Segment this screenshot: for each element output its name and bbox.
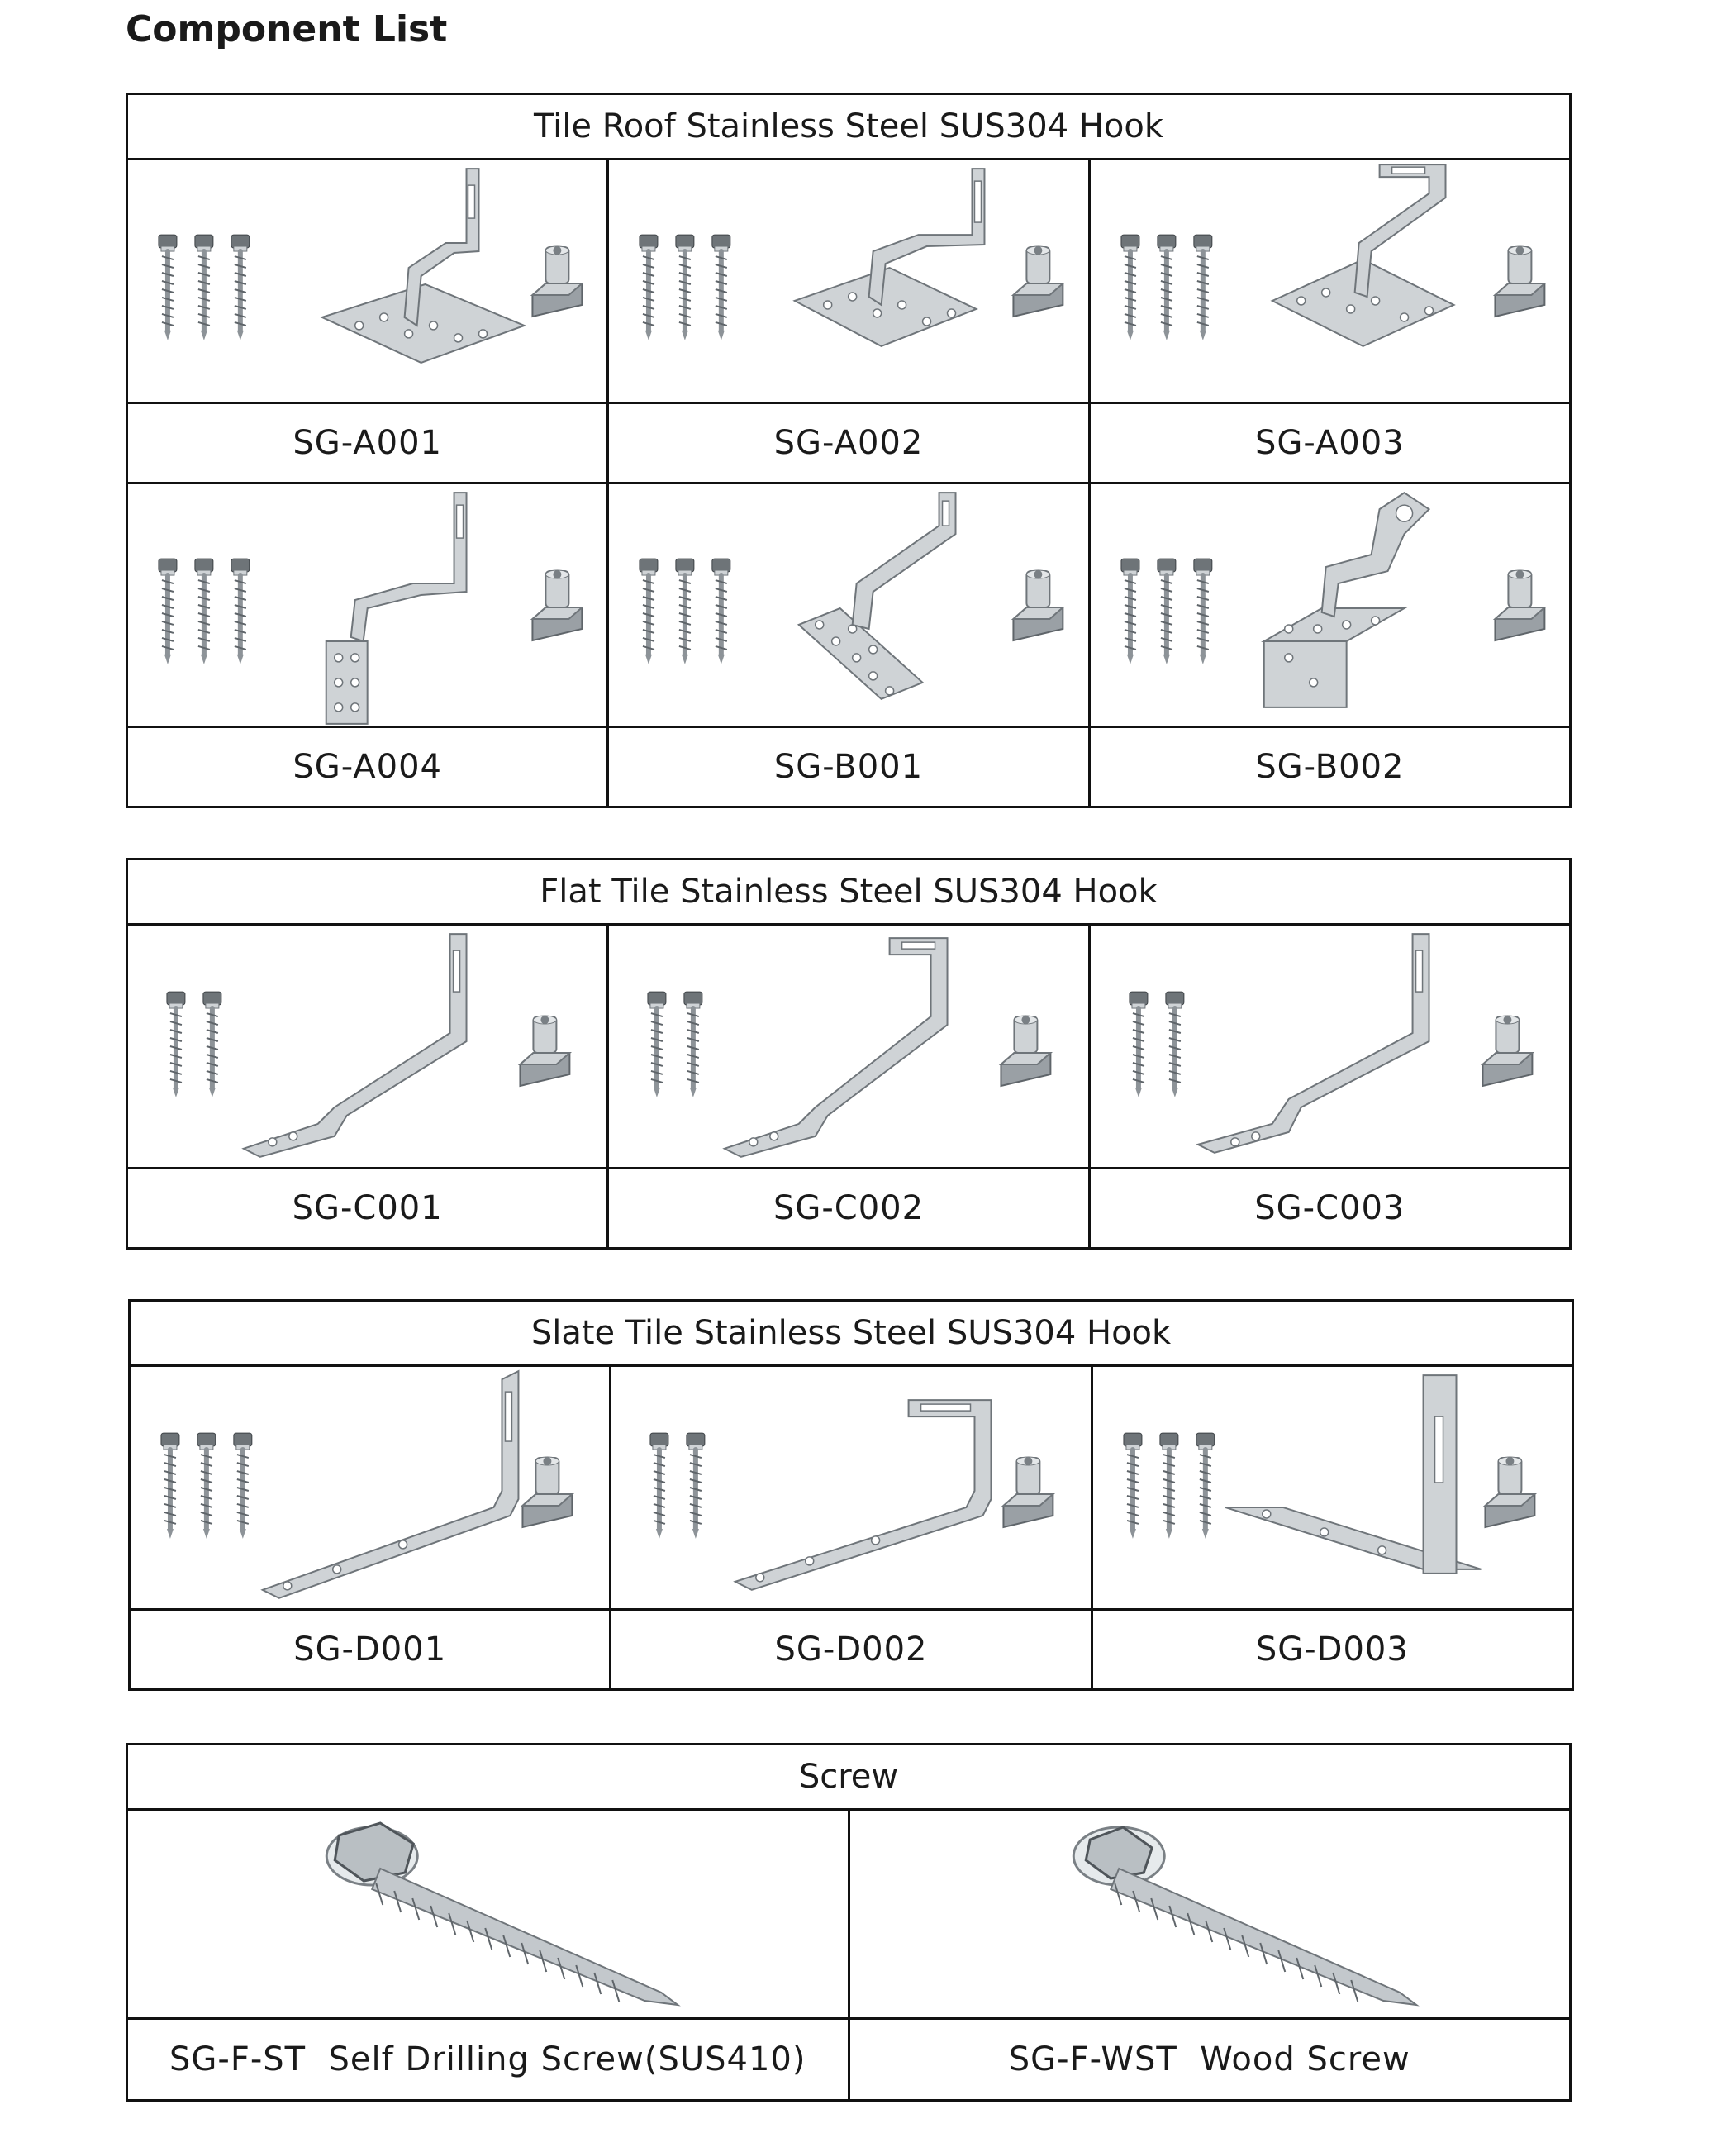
screw-icon xyxy=(684,992,702,1097)
screw-icon xyxy=(687,1433,705,1539)
product-image-sg-a004 xyxy=(127,483,608,727)
screw-icon xyxy=(1160,1433,1178,1539)
product-image-sg-a003 xyxy=(1089,159,1570,403)
screw-icon xyxy=(1130,992,1148,1097)
hook-bracket-icon xyxy=(1091,926,1569,1167)
screw-icon xyxy=(234,1433,252,1539)
t-bolt-icon xyxy=(522,1457,572,1527)
product-code: SG-D003 xyxy=(1092,1610,1572,1690)
product-code: SG-A001 xyxy=(127,403,608,483)
hook-bracket-icon xyxy=(1093,1367,1572,1608)
screw-icon xyxy=(231,559,250,664)
t-bolt-icon xyxy=(520,1016,569,1086)
screw-icon xyxy=(850,1811,1570,2017)
screw-icon xyxy=(640,559,658,664)
product-code: SG-C002 xyxy=(608,1169,1089,1249)
screw-icon xyxy=(712,559,730,664)
product-image-sg-a002 xyxy=(608,159,1089,403)
hook-bracket-icon xyxy=(1091,484,1569,726)
product-image-wood-screw xyxy=(849,1810,1571,2019)
screw-icon xyxy=(1158,235,1176,340)
product-description: Self Drilling Screw(SUS410) xyxy=(328,2040,806,2078)
hook-bracket-icon xyxy=(1091,160,1569,402)
product-code: SG-A003 xyxy=(1089,403,1570,483)
screw-icon xyxy=(1194,235,1212,340)
hook-bracket-icon xyxy=(609,160,1087,402)
t-bolt-icon xyxy=(1495,246,1544,317)
section-title: Tile Roof Stainless Steel SUS304 Hook xyxy=(127,94,1571,159)
t-bolt-icon xyxy=(1004,1457,1053,1527)
product-image-sg-c003 xyxy=(1089,925,1570,1169)
screw-icon xyxy=(128,1811,848,2017)
section-tile-roof xyxy=(126,93,1572,808)
t-bolt-icon xyxy=(1014,570,1063,640)
section-title: Flat Tile Stainless Steel SUS304 Hook xyxy=(127,859,1571,925)
screw-icon xyxy=(195,235,213,340)
t-bolt-icon xyxy=(532,570,582,640)
screw-icon xyxy=(1121,559,1139,664)
hook-bracket-icon xyxy=(128,484,606,726)
section-title: Screw xyxy=(127,1745,1571,1810)
t-bolt-icon xyxy=(1014,246,1063,317)
product-code: SG-D001 xyxy=(130,1610,611,1690)
product-description: Wood Screw xyxy=(1200,2040,1410,2078)
product-image-sg-b001 xyxy=(608,483,1089,727)
product-code: SG-B002 xyxy=(1089,727,1570,807)
screw-icon xyxy=(159,559,177,664)
product-code: SG-A004 xyxy=(127,727,608,807)
screw-icon xyxy=(650,1433,668,1539)
screw-icon xyxy=(1124,1433,1142,1539)
screw-icon xyxy=(1121,235,1139,340)
screw-icon xyxy=(1196,1433,1215,1539)
screw-icon xyxy=(676,235,694,340)
product-label xyxy=(849,2019,1571,2101)
product-image-sg-c002 xyxy=(608,925,1089,1169)
screw-icon xyxy=(167,992,185,1097)
t-bolt-icon xyxy=(532,246,582,317)
hook-bracket-icon xyxy=(131,1367,609,1608)
t-bolt-icon xyxy=(1001,1016,1051,1086)
section-screw xyxy=(126,1743,1572,2102)
product-code: SG-D002 xyxy=(611,1610,1092,1690)
t-bolt-icon xyxy=(1495,570,1544,640)
screw-icon xyxy=(648,992,666,1097)
product-image-sg-c001 xyxy=(127,925,608,1169)
screw-icon xyxy=(161,1433,179,1539)
t-bolt-icon xyxy=(1485,1457,1534,1527)
hook-bracket-icon xyxy=(609,484,1087,726)
screw-icon xyxy=(231,235,250,340)
screw-icon xyxy=(676,559,694,664)
product-code: SG-F-ST xyxy=(169,2040,307,2078)
section-slate-tile xyxy=(128,1299,1574,1691)
screw-icon xyxy=(159,235,177,340)
product-image-sg-d001 xyxy=(130,1366,611,1610)
product-image-sg-a001 xyxy=(127,159,608,403)
product-code: SG-C003 xyxy=(1089,1169,1570,1249)
product-label xyxy=(127,2019,849,2101)
hook-bracket-icon xyxy=(128,926,606,1167)
hook-bracket-icon xyxy=(128,160,606,402)
product-image-sg-b002 xyxy=(1089,483,1570,727)
screw-icon xyxy=(1194,559,1212,664)
screw-icon xyxy=(1166,992,1184,1097)
product-code: SG-A002 xyxy=(608,403,1089,483)
product-image-self-drilling-screw xyxy=(127,1810,849,2019)
screw-icon xyxy=(1158,559,1176,664)
product-code: SG-C001 xyxy=(127,1169,608,1249)
screw-icon xyxy=(195,559,213,664)
product-code: SG-F-WST xyxy=(1008,2040,1177,2078)
screw-icon xyxy=(640,235,658,340)
product-code: SG-B001 xyxy=(608,727,1089,807)
product-image-sg-d003 xyxy=(1092,1366,1572,1610)
section-title: Slate Tile Stainless Steel SUS304 Hook xyxy=(130,1301,1573,1366)
screw-icon xyxy=(197,1433,216,1539)
hook-bracket-icon xyxy=(609,926,1087,1167)
screw-icon xyxy=(203,992,221,1097)
hook-bracket-icon xyxy=(611,1367,1090,1608)
page-title: Component List xyxy=(126,8,448,50)
section-flat-tile xyxy=(126,858,1572,1250)
screw-icon xyxy=(712,235,730,340)
t-bolt-icon xyxy=(1482,1016,1532,1086)
product-image-sg-d002 xyxy=(611,1366,1092,1610)
